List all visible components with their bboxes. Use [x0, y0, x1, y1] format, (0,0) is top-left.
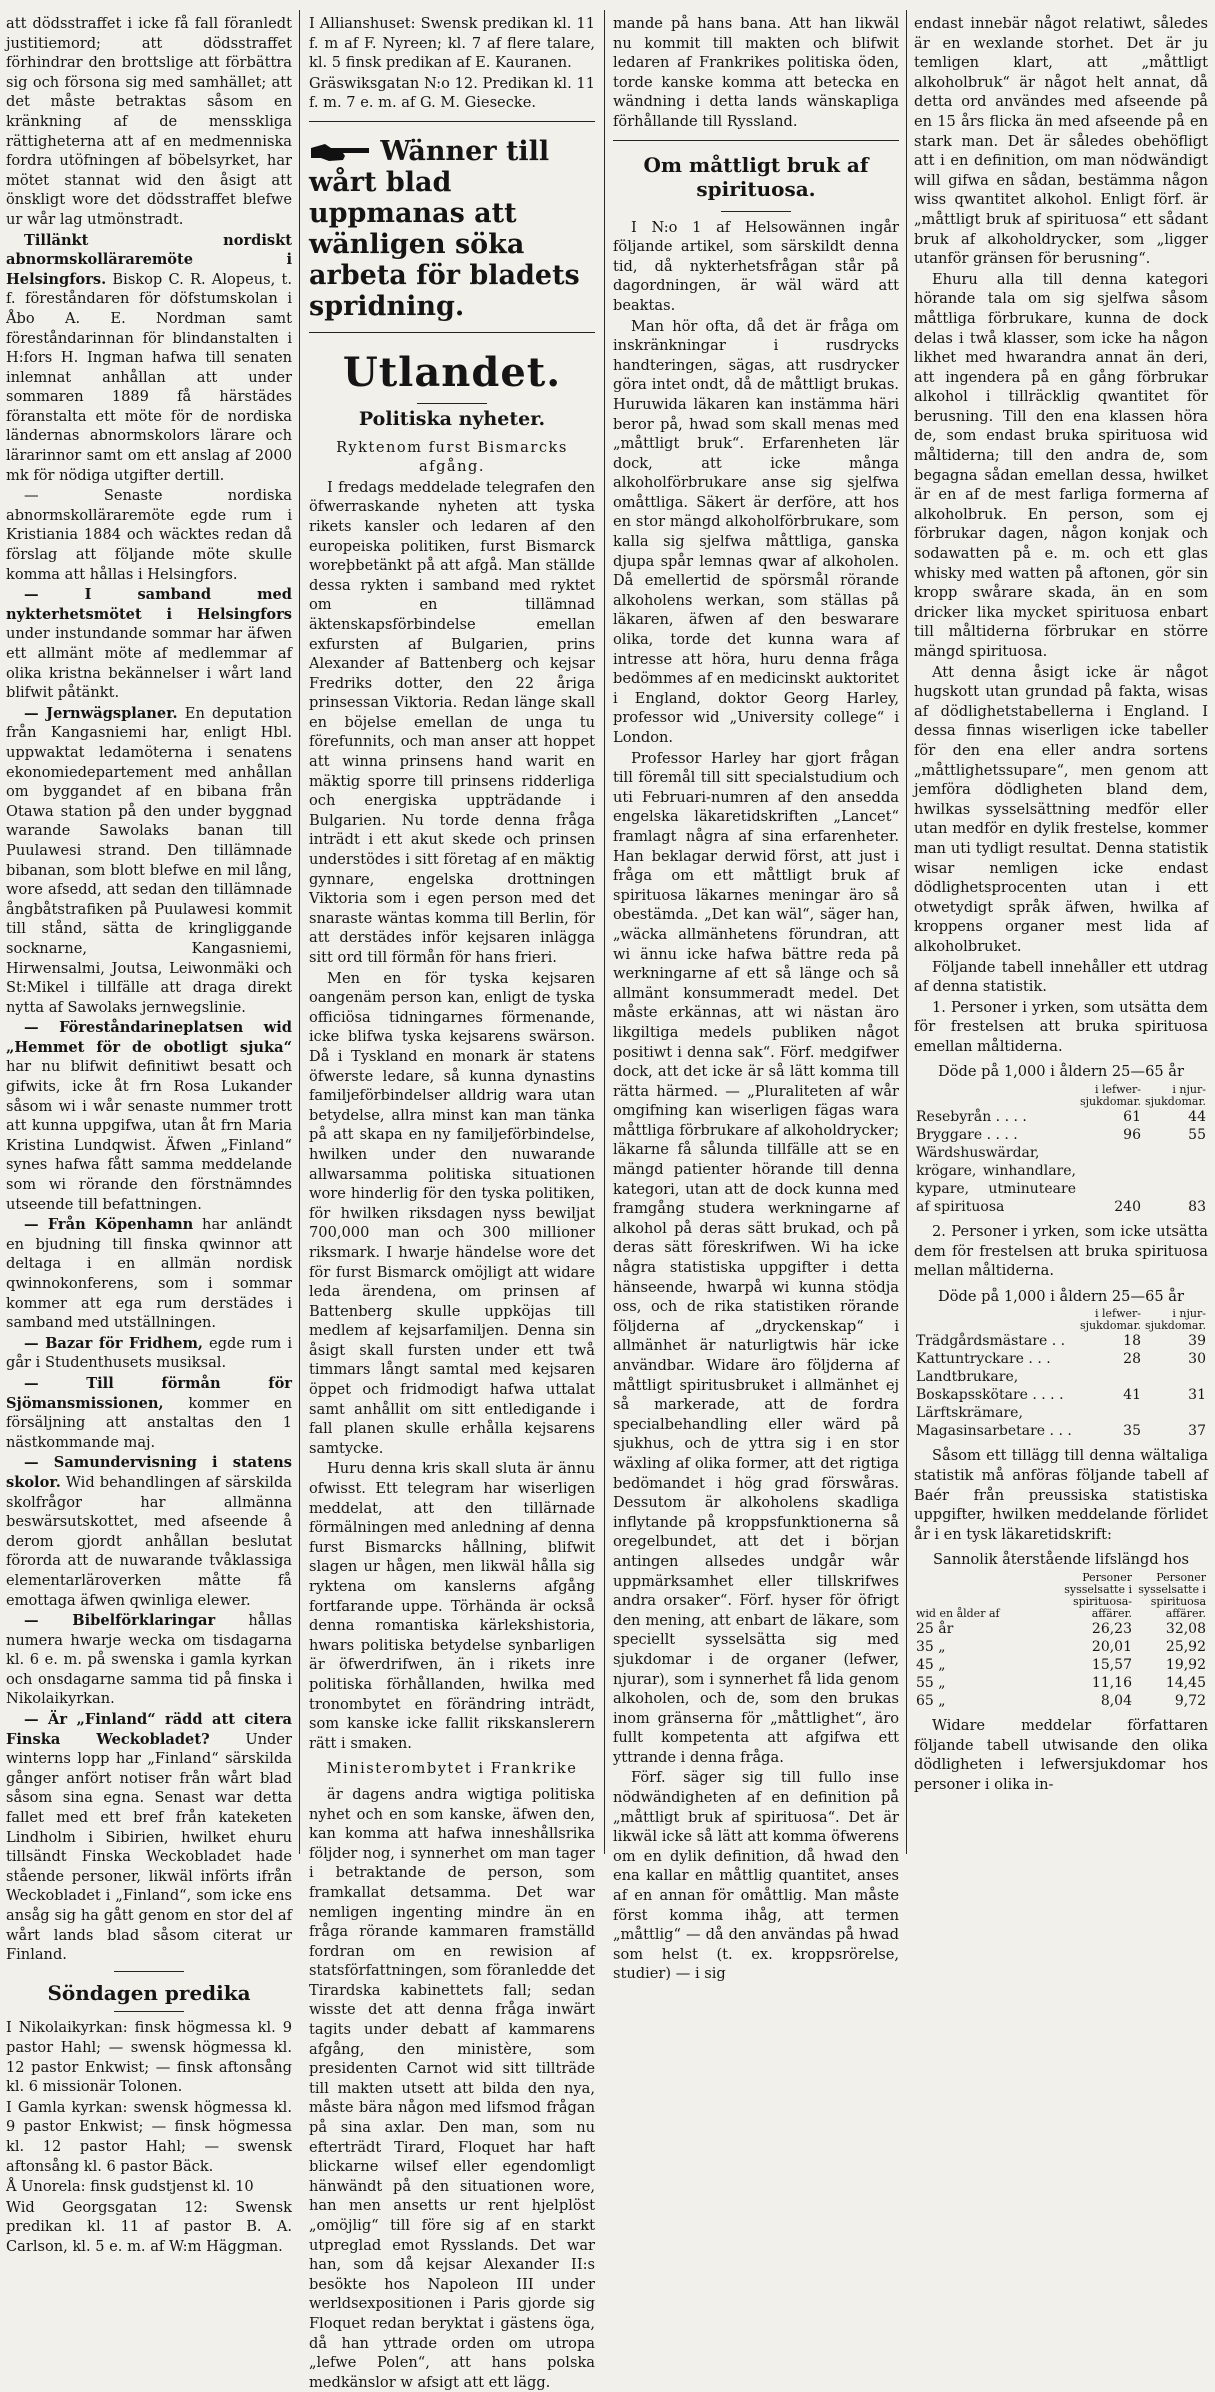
table-row [914, 1692, 1208, 1710]
column-1 [6, 14, 293, 2255]
cell-value: 44 [1188, 1109, 1206, 1126]
table-row [914, 1108, 1208, 1126]
paragraph: kommer en försäljning att anstaltas den 1 nästkommande maj. [6, 1394, 293, 1451]
row-label: Resebyrån . . . . [916, 1109, 1027, 1126]
cell-value: 9,72 [1174, 1693, 1206, 1709]
pointing-hand-icon [309, 140, 371, 164]
cell-value: 30 [1188, 1351, 1206, 1368]
cell-value: 19,92 [1165, 1657, 1206, 1673]
article-heading: — Samundervisning i statens skolor. [6, 1454, 292, 1491]
divider [114, 2011, 184, 2012]
article-heading: — Från Köpenhamn [24, 1216, 194, 1234]
column-2 [309, 14, 595, 2391]
article-heading: — Bibelförklaringar [24, 1612, 216, 1630]
row-label: 55 „ [916, 1675, 946, 1691]
cell-value: 55 [1188, 1127, 1206, 1144]
mortality-table-1 [914, 1084, 1208, 1216]
paragraph: har anländt en bjudning till finska qwinnor att deltaga i en allmän nordisk qwinnokonferens, som i sommar kommer att ega rum derstädes i samband med utställningen. [6, 1216, 292, 1332]
article-heading: — Till förmån för Sjömansmissionen, [6, 1374, 292, 1412]
paragraph: endast innebär något relatiwt, således är en wexlande storhet. Det är ju temligen klart, att „måttligt alkoholbruk“ är något helt annat, då detta ord användes med afseende på en 15 års flicka än med afseende på en stark man. Det är således obehöfligt att i en definition, om man nödwändigt will gifwa en sådan, bestämma någon wiss qwantitet alkohol. Enligt förf. är „måttligt bruk af spirituosa“ ett sådant bruk af alkoholdrycker, som „ligger utanför gränsen för berusning“. [914, 15, 1208, 268]
cell-value: 11,16 [1091, 1675, 1132, 1691]
appeal-notice [309, 136, 595, 322]
paragraph: under instundande sommar har äfwen ett allmänt möte af medlemmar af olika kristna bekännelser i wårt land blifwit påtänkt. [6, 625, 292, 702]
cell-value: 240 [1114, 1199, 1141, 1216]
article-heading: — Bazar för Fridhem, [24, 1334, 203, 1352]
paragraph: I fredags meddelade telegrafen den öfwerraskande nyheten att tyska rikets kansler och ledaren af den europeiska politiken, furst Bismarck woreþbetänkt på att afgå. Man ställde dessa rykten i samband med ryktet om en tillämnad äktenskapsförbindelse emellan exfursten af Bulgarien, prins Alexander af Battenberg och kejsar Fredriks dotter, den 22 åriga prinsessan Viktoria. Redan länge skall en böjelse emellan de unga tu förefunnits, och man anser att hoppet att winna prinsens hand warit en mäktig sporre till prinsens ridderliga och energiska uppträdande i Bulgarien. Nu torde denna fråga inträdt i ett akut skede och prinsen understödes i sitt företag af en mäktig gynnare, engelska drottningen Viktoria som i egen person med det snaraste wäntas komma till Berlin, för att derstädes inför kejsaren inlägga sitt ord till förmån för hans frieri. [309, 478, 595, 966]
subsection-heading: Politiska nyheter. [358, 407, 546, 430]
paragraph: Såsom ett tillägg till denna wältaliga statistik må anföras följande tabell af Baér från preussiska statistiska uppgifter, hwilken meddelande förlidet år i en tysk läkaretidskrift: [914, 1447, 1208, 1543]
column-header: i njur-sjukdomar. [1145, 1083, 1207, 1109]
row-label: Lärftskrämare, Magasinsarbetare . . . [916, 1405, 1072, 1440]
paragraph: hållas numera hwarje wecka om tisdagarna kl. 6 e. m. på swenska i gamla kyrkan och onsdagarne samma tid på finska i Nikolaikyrkan. [6, 1612, 293, 1708]
cell-value: 25,92 [1165, 1639, 1206, 1655]
paragraph: har nu blifwit definitiwt besatt och gifwits, icke åt frn Rosa Lukander såsom wi i wår senaste nummer trott att kunna uppgifwa, utan åt frn Maria Kristina Lundqwist. Äfwen „Finland“ synes hafwa fått samma meddelande som wi rörande den förstnämndes utseende till befattningen. [6, 1058, 292, 1213]
sermon-listing: I Nikolaikyrkan: finsk högmessa kl. 9 pastor Hahl; — swensk högmessa kl. 12 pastor Enkwist; — finsk aftonsång kl. 6 missionär Tolonen. [6, 2019, 292, 2096]
article-heading: Tillänkt nordiskt abnormskolläraremöte i Helsingfors. [6, 231, 292, 288]
paragraph: Förf. säger sig till fullo inse nödwändigheten af en definition på „måttligt bruk af spirituosa“. Det är likwäl icke så lätt att komma öfwerens om en dylik definition, då hwad den ena kallar en måttlig quantitet, anses af en annan för omåttlig. Man måste först komma ihåg, att termen „måttlig“ — då den användas på hwad som helst (t. ex. kroppsrörelse, studier) — i sig [613, 1769, 899, 1983]
row-label: Bryggare . . . . [916, 1127, 1018, 1144]
sermon-listing: I Gamla kyrkan: swensk högmessa kl. 9 pastor Enkwist; — finsk högmessa kl. 12 pastor Hahl; — swensk aftonsång kl. 6 pastor Bäck. [6, 2098, 292, 2175]
cell-value: 61 [1123, 1109, 1141, 1126]
column-4 [914, 14, 1208, 1854]
paragraph: Under winterns lopp har „Finland“ särskilda gånger anfört notiser från wårt blad såsom sina egna. Senast war detta fallet med ett bref från kateketen Lindholm i Sibirien, hwilket ehuru tillsändt Finska Weckobladet hade stående personer, likwäl införts ifrån Weckobladet i „Finland“, som icke ens ansåg sig ha gått genom en stor del af wårt lands blad såsom citerat ur Finland. [6, 1730, 292, 1964]
row-label: Kattuntryckare . . . [916, 1351, 1051, 1368]
paragraph: Huru denna kris skall sluta är ännu ofwisst. Ett telegram har wiserligen meddelat, att den tillärnade förmälningen med anledning af denna furst Bismarcks hållning, blifwit slagen ur hågen, men likwäl hålla sig ryktena om kanslerns afgång fortfarande uppe. Törhända är också denna romantiska kärlekshistoria, hwars politiska betydelse synbarligen är öfwerdrifwen, än i rikets inre politiska förhållanden, hwilka med tronombytet en förändring inträdt, som kanske icke fallit rikskanslerern rätt i smaken. [309, 1460, 595, 1752]
article-heading: — Jernwägsplaner. [24, 704, 178, 722]
sermon-listing: Gräswiksgatan N:o 12. Predikan kl. 11 f. m. 7 e. m. af G. M. Giesecke. [309, 74, 595, 112]
cell-value: 26,23 [1091, 1621, 1132, 1637]
table-row [914, 1350, 1208, 1368]
table-row [914, 1144, 1208, 1216]
table-row [914, 1126, 1208, 1144]
cell-value: 41 [1123, 1387, 1141, 1404]
paragraph: Ehuru alla till denna kategori hörande tala om sig sjelfwa såsom måttliga förbrukare, kunna de dock delas i twå klasser, som icke ha någon likhet med hwarandra annat än deri, att ingendera på en gång förbrukar alkohol i tillräcklig qwantitet för berusning. Till den ena klassen höra de, som endast bruka spirituosa wid måltiderna; till den andra de, som begagna sådan emellan dessa, hwilket är en af de mest farliga formerna af alkoholbruk. En person, som ej förbrukar dagen, någon konjak och sodawatten på e. m. och ett glas whisky med watten på aftonen, gör sin kropp swårare skada, än en som dricker lika mycket spirituosa enbart till måltiderna förbrukar en större mängd spirituosa. [914, 270, 1208, 660]
cell-value: 18 [1123, 1333, 1141, 1350]
table-row [914, 1332, 1208, 1350]
cell-value: 14,45 [1165, 1675, 1206, 1691]
column-header: Personer sysselsatte i spirituosa affärer. [1138, 1571, 1206, 1620]
column-rule [299, 10, 300, 1854]
paragraph: Att denna åsigt icke är något hugskott utan grundad på fakta, wisas af dödlighetstabellerna i England. I dessa finnas wiserligen icke tabeller för den ena eller andra sortens „måttlighetssupare“, men genom att jemföra dödligheten bland dem, hwilkas sysselsättning medför eller utan medför en dylik frestelse, kommer man uti tydligt resultat. Denna statistik wisar nemligen icke endast dödlighetsprocenten utan i ett otwetydigt språk äfwen, hwilka af kroppens organer mest lida af alkoholbruket. [914, 663, 1208, 955]
divider [309, 332, 595, 333]
row-label: 25 år [916, 1621, 954, 1637]
paragraph: är dagens andra wigtiga politiska nyhet och en som kanske, äfwen den, kan komma att hafwa inneshållsrika följder nog, i synnerhet om man tager i betraktande de person, som framkallat detsamma. Det war nemligen ingenting mindre än en fråga rörande kammaren framställd fordran om en rewision af statsförfattningen, som föranledde det Tirardska kabinettets fall; sedan wisste det att denna fråga inwärt tagits under debatt af kammarens afgång, den ministère, som presidenten Carnot wid sitt tillträde till makten utsett att bilda den nya, måste bära någon med lifsmod frågan på sina axlar. Den man, som nu efterträdt Tirard, Floquet har haft blickarne wilsef eller egendomligt hänwändt på den situationen wore, han men ansetts ur rent hjelplöst „omöjlig“ till före sig af en starkt utpreglad emot Rysslands. Det war han, som då kejsar Alexander II:s besökte hos Napoleon III under werldsexpositionen i Paris gjorde sig Floquet redan beryktat i gästens öga, då han yttrade orden om utropa „lefwe Polen“, att hans polska medkänslor w afsigt att ett lägg. [309, 1785, 595, 2391]
table-row [914, 1404, 1208, 1440]
paragraph: mande på hans bana. Att han likwäl nu kommit till makten och blifwit ledaren af Frankrikes politiska öden, torde kanske komma att betecka en wändning i detta lands wänskapliga förhållande till Ryssland. [613, 15, 899, 130]
appeal-text: Wänner till wårt blad uppmanas att wänligen söka arbeta för bladets spridning. [309, 135, 580, 322]
article-title: Om måttligt bruk af spirituosa. [643, 152, 869, 201]
cell-value: 37 [1188, 1423, 1206, 1440]
paragraph: Följande tabell innehåller ett utdrag af denna statistik. [914, 958, 1208, 996]
row-label: Landtbrukare, Boskapsskötare . . . . [916, 1369, 1064, 1404]
row-label: 45 „ [916, 1657, 946, 1673]
section-heading-utlandet: Utlandet. [342, 348, 562, 396]
sermon-listing: Å Unorela: finsk gudstjenst kl. 10 [6, 2178, 254, 2196]
section-heading-sondagen: Söndagen predika [47, 1980, 251, 2005]
table-row [914, 1656, 1208, 1674]
column-header: i lefwer-sjukdomar. [1079, 1307, 1141, 1333]
divider [309, 121, 595, 122]
cell-value: 28 [1123, 1351, 1141, 1368]
column-header: Personer sysselsatte i spirituosa-affärer. [1064, 1571, 1132, 1620]
column-header: i njur-sjukdomar. [1145, 1307, 1207, 1333]
row-label: 35 „ [916, 1639, 946, 1655]
paragraph: Biskop C. R. Alopeus, t. f. föreståndaren för döfstumskolan i Åbo A. E. Nordman samt föreståndarinnan för blindanstalten i H:fors H. Ingman hafwa till senaten inlemnat anhållan att under sommaren 1889 få härstädes föranstalta ett möte för de nordiska ländernas abnormskolors lärare och lärarinnor samt om ett anslag af 2000 mk för nödiga utgifter dertill. [6, 270, 293, 484]
row-label: Wärdshuswärdar, krögare, winhandlare, kypare, utminuteare af spirituosa [916, 1145, 1076, 1216]
sermon-listing: Wid Georgsgatan 12: Swensk predikan kl. 11 af pastor B. A. Carlson, kl. 5 e. m. af W:m Häggman. [6, 2198, 292, 2255]
article-heading: — Föreståndarineplatsen wid „Hemmet för de obotligt sjuka“ [6, 1019, 292, 1056]
table-title: Sannolik återstående lifslängd hos [933, 1551, 1189, 1569]
paragraph: Man hör ofta, då det är fråga om inskränkningar i rusdrycks handteringen, sägas, att rusdrycker göra intet ondt, då de måttligt brukas. Huruwida läkaren kan instämma häri beror på, hwad som skall menas med „måttligt bruk“. Erfarenheten lär dock, att icke många alkoholförbrukare anse sig sjelfwa omåttliga. Säkert är derföre, att hos en stor mängd alkoholförbrukare, som kalla sig sjelfwa måttliga, ganska djupa spår lemnas qwar af alkoholen. Då emellertid de spörsmål rörande alkoholens werkan, som ställas på läkaren, äfwen af den beswarare olika, torde det kunna wara af intresse att höra, huru denna fråga bedömmes af en medicinskt auktoritet i England, doktor Georg Harley, professor wid „University college“ i London. [613, 317, 899, 746]
table-title: Döde på 1,000 i åldern 25—65 år [938, 1063, 1184, 1081]
paragraph: egde rum i går i Studenthusets musiksal. [6, 1334, 293, 1372]
column-3 [613, 14, 899, 1983]
article-subheading: Ryktenom furst Bismarcks afgång. [336, 438, 568, 476]
table-row [914, 1638, 1208, 1656]
cell-value: 8,04 [1100, 1693, 1132, 1709]
column-rule [906, 10, 907, 1854]
sermon-listing: I Allianshuset: Swensk predikan kl. 11 f. m af F. Nyreen; kl. 7 af flere talare, kl. 5 finsk predikan af E. Kauranen. [309, 15, 595, 72]
row-label: 65 „ [916, 1693, 946, 1709]
paragraph: — Senaste nordiska abnormskolläraremöte egde rum i Kristiania 1884 och wäcktes redan då förslag att följande möte skulle komma att hållas i Helsingfors. [6, 487, 292, 583]
article-heading: — Är „Finland“ rädd att citera Finska Weckobladet? [6, 1711, 292, 1748]
paragraph: En deputation från Kangasniemi har, enligt Hbl. uppwaktat ledamöterna i senatens ekonomiedepartement med anhållan om byggandet af en bibana från Otawa station på den under byggnad warande Sawolaks banan till Puulawesi strand. Den tillämnade bibanan, som blott blefwe en mil lång, wore afsedd, att sedan den tillämnade ångbåtstrafiken på Puulawesi kommit till stånd, sätta de kringliggande socknarne, Kangasniemi, Hirwensalmi, Joutsa, Leiwonmäki och St:Mikel i tillfälle att draga direkt nytta af Sawolaks jernwegslinie. [6, 704, 292, 1016]
divider [613, 140, 899, 141]
cell-value: 15,57 [1091, 1657, 1132, 1673]
cell-value: 35 [1123, 1423, 1141, 1440]
cell-value: 32,08 [1165, 1621, 1206, 1637]
paragraph: Men en för tyska kejsaren oangenäm person kan, enligt de tyska officiösa tidningarnes förmenande, icke blifwa tyska kejsarens swärson. Då i Tyskland en monark är statens öfwerste ledare, så kunna dynastins familjeförbindelser alldrig wara utan betydelse, allra minst kan man tänka på att skapa en ny familjeförbindelse, hwilken under den nuwarande allwarsamma politiska situationen wore hinderlig för den tyska politiken, för hwilken riksdagen nyss bewiljat 700,000 man och 300 millioner riksmark. I hwarje händelse wore det för furst Bismarck omöjligt att widare leda ärendena, om prinsen af Battenberg skulle uppköjas till medlem af kejsarfamiljen. Denna sin åsigt skall fursten under ett twå timmars långt samtal med kejsaren öppet och fridmodigt hafwa uttalat samt anhållit om sitt entledigande i fall planen skulle erhålla kejsarens samtycke. [309, 969, 595, 1457]
life-expectancy-table [914, 1572, 1208, 1710]
cell-value: 20,01 [1091, 1639, 1132, 1655]
paragraph: Widare meddelar författaren följande tabell utwisande den olika dödligheten i lefwersjukdomar hos personer i olika in- [914, 1717, 1208, 1793]
table-row [914, 1620, 1208, 1638]
cell-value: 39 [1188, 1333, 1206, 1350]
paragraph: att dödsstraffet i icke få fall föranledt justitiemord; att dödsstraffet förhindrar den brottslige att förbättra sig och försona sig med samhället; att det måste betraktas såsom en kränkning af de mensskliga rättigheterna att af en medmenniska fordra utöfningen af böbelsyrket, har mötet stannat wid den åsigt att önskligt wore det dödsstraffet blefwe ur wår lag utmönstradt. [6, 15, 292, 228]
column-header: wid en ålder af [916, 1607, 1000, 1620]
cell-value: 96 [1123, 1127, 1141, 1144]
paragraph: Professor Harley har gjort frågan till föremål till sitt specialstudium och uti Februari-numren af den ansedda engelska läkaretidskriften „Lancet“ framlagt några af sina erfarenheter. Han beklagar derwid först, att just i fråga om ett måttligt bruk af spirituosa läkarnes meningar äro så obestämda. „Det kan wäl“, säger han, „wäcka allmänhetens förundran, att wi ännu icke hafwa bättre reda på werkningarne af ett så länge och så allmänt konsummeradt medel. Det måste erkännas, att wi nästan äro likgiltiga medels publiken något positiwt i denna sak“. Förf. medgifwer dock, att det icke är så lätt komma till rätta härmed. — „Pluraliteten af wår omgifning kan wiserligen fägas wara måttliga förbrukare af alkoholdrycker; läkarne få sålunda tillfälle att se en mängd patienter hörande till denna kategori, utan att de dock kunna med framgång studera werkningarne af alkohol på deras sätt brukad, och på deras sätt föreskrifwen. Wi ha icke några statistiska uppgifter i detta hänseende, hwarpå wi kunna stödja oss, och de rika statistiken rörande följderna af „dryckenskap“ i allmänhet är naturligtwis här icke användbar. Widare äro följderna af måttligt spiritusbruket i allmänhet ej så markerade, att de fordra specialbehandling eller wärd på sjukhus, och de yttra sig i en stor wäxling af olika former, att det rigtiga bedömandet i hög grad förswåras. Dessutom är alkoholens skadliga inflytande på kroppsfunktionerna så oregelbundet, att det i början antingen allsedes undgår wår uppmärksamhet eller tillskrifwes andra orsaker“. Förf. hyser för öfrigt den mening, att enbart de läkare, som speciellt sysselsätta sig med sjukdomar i de organer (lefwer, njurar), som i synnerhet få lida genom alkoholen, och de, som den brukas inom gränserna för „måttlighet“, äro fullt kompetenta att afgifwa ett yttrande i denna fråga. [613, 749, 899, 1766]
divider [417, 403, 487, 404]
divider [721, 211, 791, 212]
column-rule [604, 10, 605, 1854]
paragraph: I N:o 1 af Helsowännen ingår följande artikel, som särskildt denna tid, då nykterhetsfrågan står på dagordningen, är wäl wärd att beaktas. [613, 218, 899, 314]
table-row [914, 1674, 1208, 1692]
divider [114, 1971, 184, 1972]
cell-value: 83 [1188, 1199, 1206, 1216]
cell-value: 31 [1188, 1387, 1206, 1404]
table-intro: 2. Personer i yrken, som icke utsätta dem för frestelsen att bruka spirituosa mellan måltiderna. [914, 1223, 1208, 1280]
mortality-table-2 [914, 1308, 1208, 1440]
table-row [914, 1368, 1208, 1404]
column-header: i lefwer-sjukdomar. [1079, 1083, 1141, 1109]
article-subheading: Ministerombytet i Frankrike [326, 1760, 578, 1778]
table-intro: 1. Personer i yrken, som utsätta dem för frestelsen att bruka spirituosa emellan måltiderna. [914, 998, 1208, 1055]
paragraph: Wid behandlingen af särskilda skolfrågor har allmänna beswärsutskottet, med afseende å derom gjordt anhållan beslutat förorda att de nuwarande tvåklassiga elementarläroverken måtte få emottaga äfwen qwinliga elewer. [6, 1473, 292, 1609]
table-title: Döde på 1,000 i åldern 25—65 år [938, 1287, 1184, 1305]
article-heading: — I samband med nykterhetsmötet i Helsingfors [6, 586, 292, 623]
row-label: Trädgårdsmästare . . [916, 1333, 1066, 1350]
